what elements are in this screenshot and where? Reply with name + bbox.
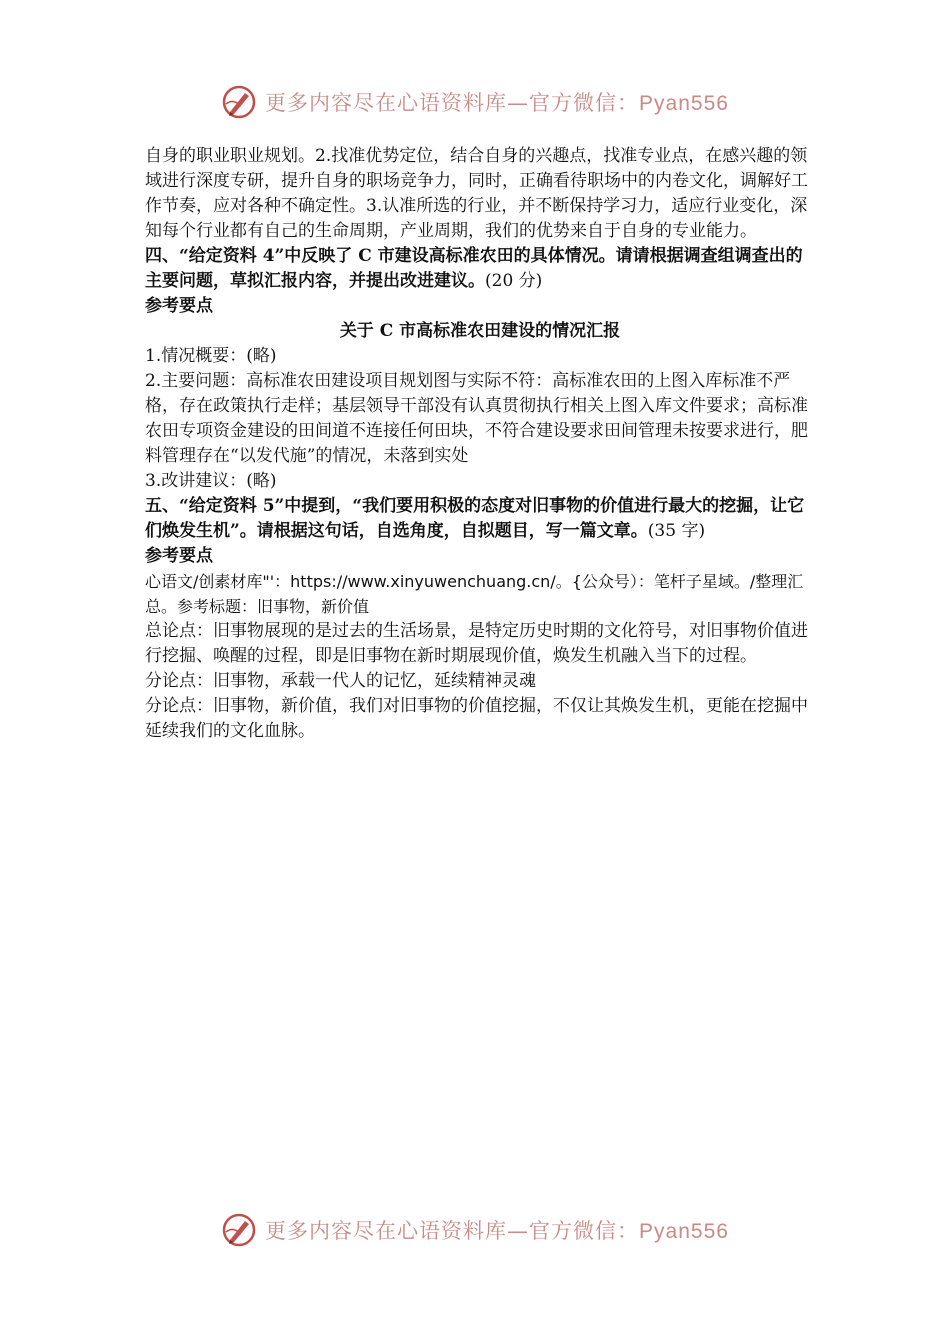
question-4-score: (20 分) bbox=[485, 271, 543, 291]
source-note: 心语文/创素材库"'：https://www.xinyuwenchuang.cn/。{公众号）：笔杆子星域。/整理汇总。参考标题：旧事物，新价值 bbox=[145, 572, 804, 616]
report-item-overview: 1.情况概要：(略) bbox=[145, 346, 277, 366]
wechat-id: Pyan556 bbox=[639, 92, 729, 115]
report-title: 关于 C 市高标准农田建设的情况汇报 bbox=[339, 321, 621, 341]
footer-banner bbox=[0, 1208, 950, 1252]
document-body bbox=[145, 144, 815, 744]
pen-circle-logo-icon bbox=[221, 1212, 257, 1248]
question-5-score: (35 字) bbox=[647, 521, 706, 541]
sub-argument-2: 分论点：旧事物，新价值，我们对旧事物的价值挖掘，不仅让其焕发生机，更能在挖掘中延续我们的文化血脉。 bbox=[145, 696, 808, 741]
header-banner-text: 更多内容尽在心语资料库—官方微信：Pyan556 bbox=[265, 91, 729, 115]
question-5: 五、“给定资料 5”中提到，“我们要用积极的态度对旧事物的价值进行最大的挖掘，让它们焕发生机”。请根据这句话，自选角度，自拟题目，写一篇文章。(35 字) bbox=[145, 496, 805, 541]
question-4: 四、“给定资料 4”中反映了 C 市建设高标准农田的具体情况。请请根据调查组调查出的主要问题，草拟汇报内容，并提出改进建议。(20 分) bbox=[145, 246, 803, 291]
header-banner bbox=[0, 80, 950, 124]
sub-argument-1: 分论点：旧事物，承载一代人的记忆，延续精神灵魂 bbox=[145, 671, 536, 691]
reference-points-heading: 参考要点 bbox=[145, 296, 213, 316]
pen-circle-logo-icon bbox=[221, 84, 257, 120]
main-argument: 总论点：旧事物展现的是过去的生活场景，是特定历史时期的文化符号，对旧事物价值进行挖掘、唤醒的过程，即是旧事物在新时期展现价值，焕发生机融入当下的过程。 bbox=[145, 621, 808, 666]
report-item-suggestions: 3.改讲建议：(略) bbox=[145, 471, 277, 491]
paragraph-career-advice: 自身的职业职业规划。2.找准优势定位，结合自身的兴趣点，找准专业点，在感兴趣的领域进行深度专研，提升自身的职场竞争力，同时，正确看待职场中的内卷文化，调解好工作节奏，应对各种不确定性。3.认准所选的行业，并不断保持学习力，适应行业变化，深知每个行业都有自己的生命周期，产业周期，我们的优势来自于自身的专业能力。 bbox=[145, 146, 808, 241]
report-item-problems: 2.主要问题：高标准农田建设项目规划图与实际不符：高标准农田的上图入库标准不严格，存在政策执行走样；基层领导干部没有认真贯彻执行相关上图入库文件要求；高标准农田专项资金建设的田间道不连接任何田块，不符合建设要求田间管理未按要求进行，肥料管理存在“以发代施”的情况，未落到实处 bbox=[145, 371, 808, 466]
reference-points-heading-2: 参考要点 bbox=[145, 546, 213, 566]
footer-banner-text: 更多内容尽在心语资料库—官方微信：Pyan556 bbox=[265, 1219, 729, 1243]
wechat-id-footer: Pyan556 bbox=[639, 1220, 729, 1243]
